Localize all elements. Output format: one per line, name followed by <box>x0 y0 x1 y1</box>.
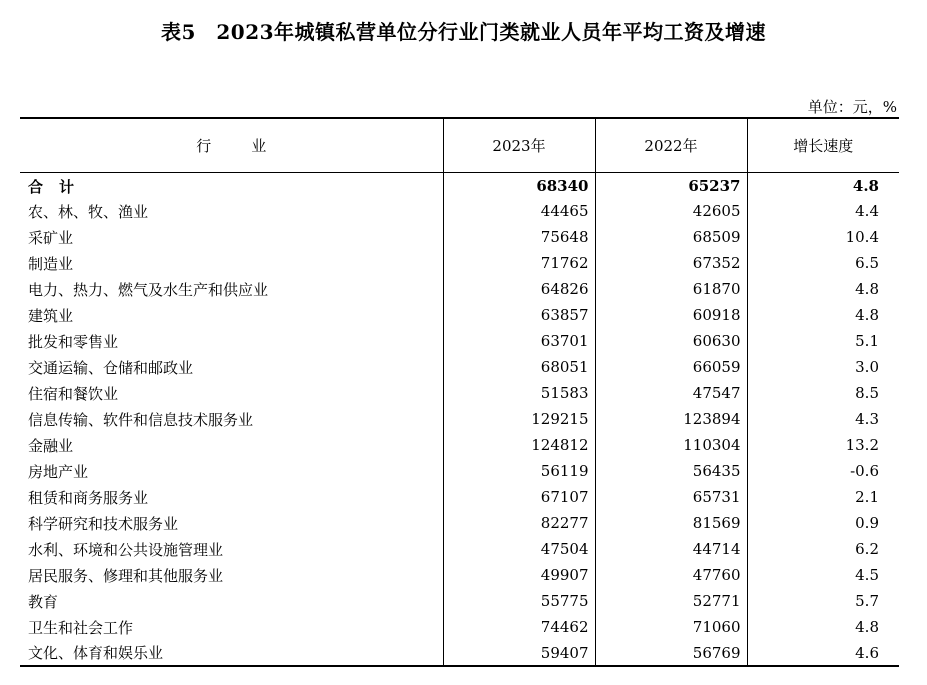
growth-rate-cell: 2.1 <box>747 484 899 510</box>
wage-2023-cell: 47504 <box>443 536 595 562</box>
table-row <box>20 276 899 302</box>
wage-2022-cell: 65731 <box>595 484 747 510</box>
growth-rate-cell: 3.0 <box>747 354 899 380</box>
table-row <box>20 640 899 666</box>
industry-cell <box>20 484 443 510</box>
table-row <box>20 380 899 406</box>
industry-cell <box>20 406 443 432</box>
industry-name: 农、林、牧、渔业 <box>28 202 149 221</box>
growth-rate-cell: 4.8 <box>747 276 899 302</box>
header-2023: 2023年 <box>443 118 595 172</box>
industry-name: 合计 <box>28 177 91 196</box>
industry-cell <box>20 354 443 380</box>
table-row <box>20 302 899 328</box>
growth-rate-cell: 4.6 <box>747 640 899 666</box>
wage-2023-cell: 63857 <box>443 302 595 328</box>
industry-cell <box>20 328 443 354</box>
wage-2022-cell: 60918 <box>595 302 747 328</box>
table-row <box>20 588 899 614</box>
industry-cell <box>20 458 443 484</box>
wage-2022-cell: 110304 <box>595 432 747 458</box>
wage-2022-cell: 66059 <box>595 354 747 380</box>
wage-2022-cell: 65237 <box>595 172 747 198</box>
industry-cell <box>20 276 443 302</box>
growth-rate-cell: 4.3 <box>747 406 899 432</box>
wage-2023-cell: 82277 <box>443 510 595 536</box>
growth-rate-cell: 4.8 <box>747 302 899 328</box>
industry-name: 水利、环境和公共设施管理业 <box>28 540 224 559</box>
wage-2023-cell: 68340 <box>443 172 595 198</box>
wage-2022-cell: 47547 <box>595 380 747 406</box>
growth-rate-cell: 13.2 <box>747 432 899 458</box>
wage-2023-cell: 124812 <box>443 432 595 458</box>
growth-rate-cell: 5.7 <box>747 588 899 614</box>
wage-2023-cell: 55775 <box>443 588 595 614</box>
header-growth: 增长速度 <box>747 118 899 172</box>
wage-2023-cell: 59407 <box>443 640 595 666</box>
industry-cell <box>20 432 443 458</box>
industry-name: 信息传输、软件和信息技术服务业 <box>28 410 254 429</box>
wage-2022-cell: 56769 <box>595 640 747 666</box>
growth-rate-cell: 8.5 <box>747 380 899 406</box>
growth-rate-cell: 5.1 <box>747 328 899 354</box>
wage-2023-cell: 63701 <box>443 328 595 354</box>
growth-rate-cell: 4.8 <box>747 172 899 198</box>
table-body <box>20 172 899 666</box>
wage-2022-cell: 67352 <box>595 250 747 276</box>
wage-2022-cell: 68509 <box>595 224 747 250</box>
table-title: 表5 2023年城镇私营单位分行业门类就业人员年平均工资及增速 <box>160 20 767 44</box>
wage-2022-cell: 56435 <box>595 458 747 484</box>
wage-2023-cell: 129215 <box>443 406 595 432</box>
industry-name: 住宿和餐饮业 <box>28 384 119 403</box>
growth-rate-cell: 10.4 <box>747 224 899 250</box>
industry-cell <box>20 172 443 198</box>
wage-table <box>20 117 899 667</box>
industry-cell <box>20 224 443 250</box>
header-industry <box>20 118 443 172</box>
industry-name: 交通运输、仓储和邮政业 <box>28 358 194 377</box>
table-row <box>20 354 899 380</box>
table-row <box>20 536 899 562</box>
table-row <box>20 510 899 536</box>
table-row <box>20 432 899 458</box>
wage-2023-cell: 49907 <box>443 562 595 588</box>
wage-2022-cell: 61870 <box>595 276 747 302</box>
table-row <box>20 562 899 588</box>
wage-2023-cell: 74462 <box>443 614 595 640</box>
table-row <box>20 614 899 640</box>
industry-cell <box>20 614 443 640</box>
industry-name: 卫生和社会工作 <box>28 618 134 637</box>
wage-2023-cell: 44465 <box>443 198 595 224</box>
growth-rate-cell: 6.5 <box>747 250 899 276</box>
table-row <box>20 250 899 276</box>
table-row <box>20 224 899 250</box>
growth-rate-cell: 6.2 <box>747 536 899 562</box>
industry-name: 科学研究和技术服务业 <box>28 514 179 533</box>
wage-2023-cell: 71762 <box>443 250 595 276</box>
wage-2023-cell: 75648 <box>443 224 595 250</box>
table-row <box>20 406 899 432</box>
wage-2022-cell: 47760 <box>595 562 747 588</box>
industry-name: 采矿业 <box>28 228 74 247</box>
industry-cell <box>20 380 443 406</box>
industry-cell <box>20 250 443 276</box>
growth-rate-cell: 4.8 <box>747 614 899 640</box>
wage-2023-cell: 68051 <box>443 354 595 380</box>
wage-2022-cell: 44714 <box>595 536 747 562</box>
wage-table-container <box>20 117 899 667</box>
industry-cell <box>20 302 443 328</box>
industry-cell <box>20 640 443 666</box>
industry-name: 建筑业 <box>28 306 74 325</box>
table-row <box>20 484 899 510</box>
industry-name: 文化、体育和娱乐业 <box>28 644 164 662</box>
table-row <box>20 198 899 224</box>
header-industry-label: 行业 <box>196 136 307 155</box>
industry-name: 制造业 <box>28 254 74 273</box>
growth-rate-cell: 4.4 <box>747 198 899 224</box>
industry-cell <box>20 510 443 536</box>
table-row <box>20 458 899 484</box>
industry-name: 电力、热力、燃气及水生产和供应业 <box>28 280 269 299</box>
industry-cell <box>20 198 443 224</box>
table-header <box>20 118 899 172</box>
header-2022: 2022年 <box>595 118 747 172</box>
growth-rate-cell: -0.6 <box>747 458 899 484</box>
wage-2023-cell: 64826 <box>443 276 595 302</box>
wage-2023-cell: 51583 <box>443 380 595 406</box>
wage-2022-cell: 123894 <box>595 406 747 432</box>
industry-cell <box>20 536 443 562</box>
unit-label: 单位：元，% <box>807 98 897 116</box>
header-row <box>20 118 899 172</box>
wage-2022-cell: 42605 <box>595 198 747 224</box>
table-row <box>20 328 899 354</box>
industry-cell <box>20 562 443 588</box>
wage-2022-cell: 81569 <box>595 510 747 536</box>
industry-name: 房地产业 <box>28 462 89 481</box>
wage-2022-cell: 52771 <box>595 588 747 614</box>
industry-name: 批发和零售业 <box>28 332 119 351</box>
wage-2022-cell: 60630 <box>595 328 747 354</box>
wage-2022-cell: 71060 <box>595 614 747 640</box>
table-row-total <box>20 172 899 198</box>
industry-cell <box>20 588 443 614</box>
industry-name: 租赁和商务服务业 <box>28 488 149 507</box>
industry-name: 教育 <box>28 592 59 611</box>
industry-name: 金融业 <box>28 436 74 455</box>
industry-name: 居民服务、修理和其他服务业 <box>28 566 224 585</box>
growth-rate-cell: 4.5 <box>747 562 899 588</box>
wage-2023-cell: 67107 <box>443 484 595 510</box>
growth-rate-cell: 0.9 <box>747 510 899 536</box>
wage-2023-cell: 56119 <box>443 458 595 484</box>
